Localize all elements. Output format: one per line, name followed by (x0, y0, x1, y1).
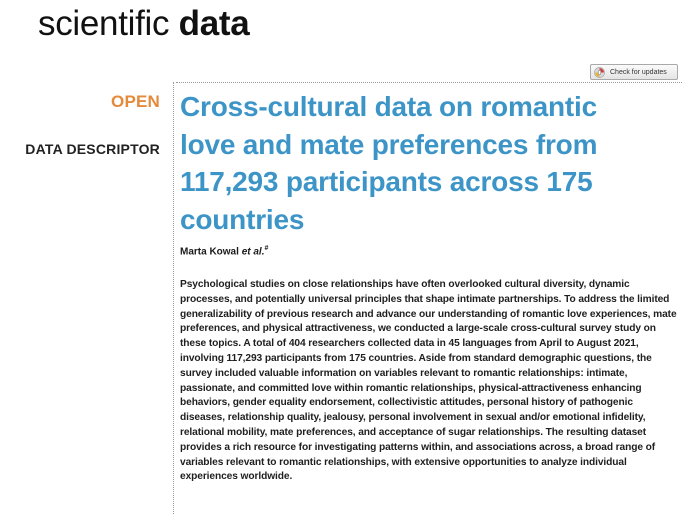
journal-name-light: scientific (38, 4, 170, 43)
author-name: Marta Kowal (180, 246, 242, 258)
abstract: Psychological studies on close relationships have often overlooked cultural diversity, dynamic processes, and potentially universal principles that shape intimate partnerships. To address the limited generalizability of previous research and advance our understanding of romantic love experiences, mate preferences, and physical attractiveness, we conducted a large-scale cross-cultural survey study on these topics. A total of 404 researchers collected data in 45 languages from April to August 2021, involving 117,293 participants from 175 countries. Aside from standard demographic questions, the survey included valuable information on variables relevant to romantic relationships: intimate, passionate, and committed love within romantic relationships, physical-attractiveness enhancing behaviors, gender equality endorsement, collectivistic attitudes, personal history of pathogenic diseases, relationship quality, jealousy, personal involvement in sexual and/or emotional infidelity, relational mobility, mate preferences, and acceptance of sugar relationships. The resulting dataset provides a rich resource for investigating patterns within, and associations across, a broad range of variables relevant to romantic relationships, with extensive opportunities to analyze individual experiences worldwide. (180, 279, 677, 483)
header-divider (176, 82, 682, 83)
open-access-label: OPEN (111, 92, 160, 111)
column-divider (173, 82, 174, 514)
author-etal: et al. (241, 246, 265, 258)
author-footnote-mark: # (264, 245, 269, 252)
check-for-updates-label: Check for updates (610, 68, 667, 76)
check-for-updates-button[interactable] (590, 64, 678, 80)
journal-name-bold: data (178, 4, 250, 43)
article-title: Cross-cultural data on romantic love and mate preferences from 117,293 participants across 175 countries (180, 91, 598, 235)
crossmark-icon (594, 67, 605, 78)
journal-logo (38, 4, 249, 44)
article-type-label: DATA DESCRIPTOR (25, 141, 160, 157)
author-line[interactable] (180, 245, 268, 257)
